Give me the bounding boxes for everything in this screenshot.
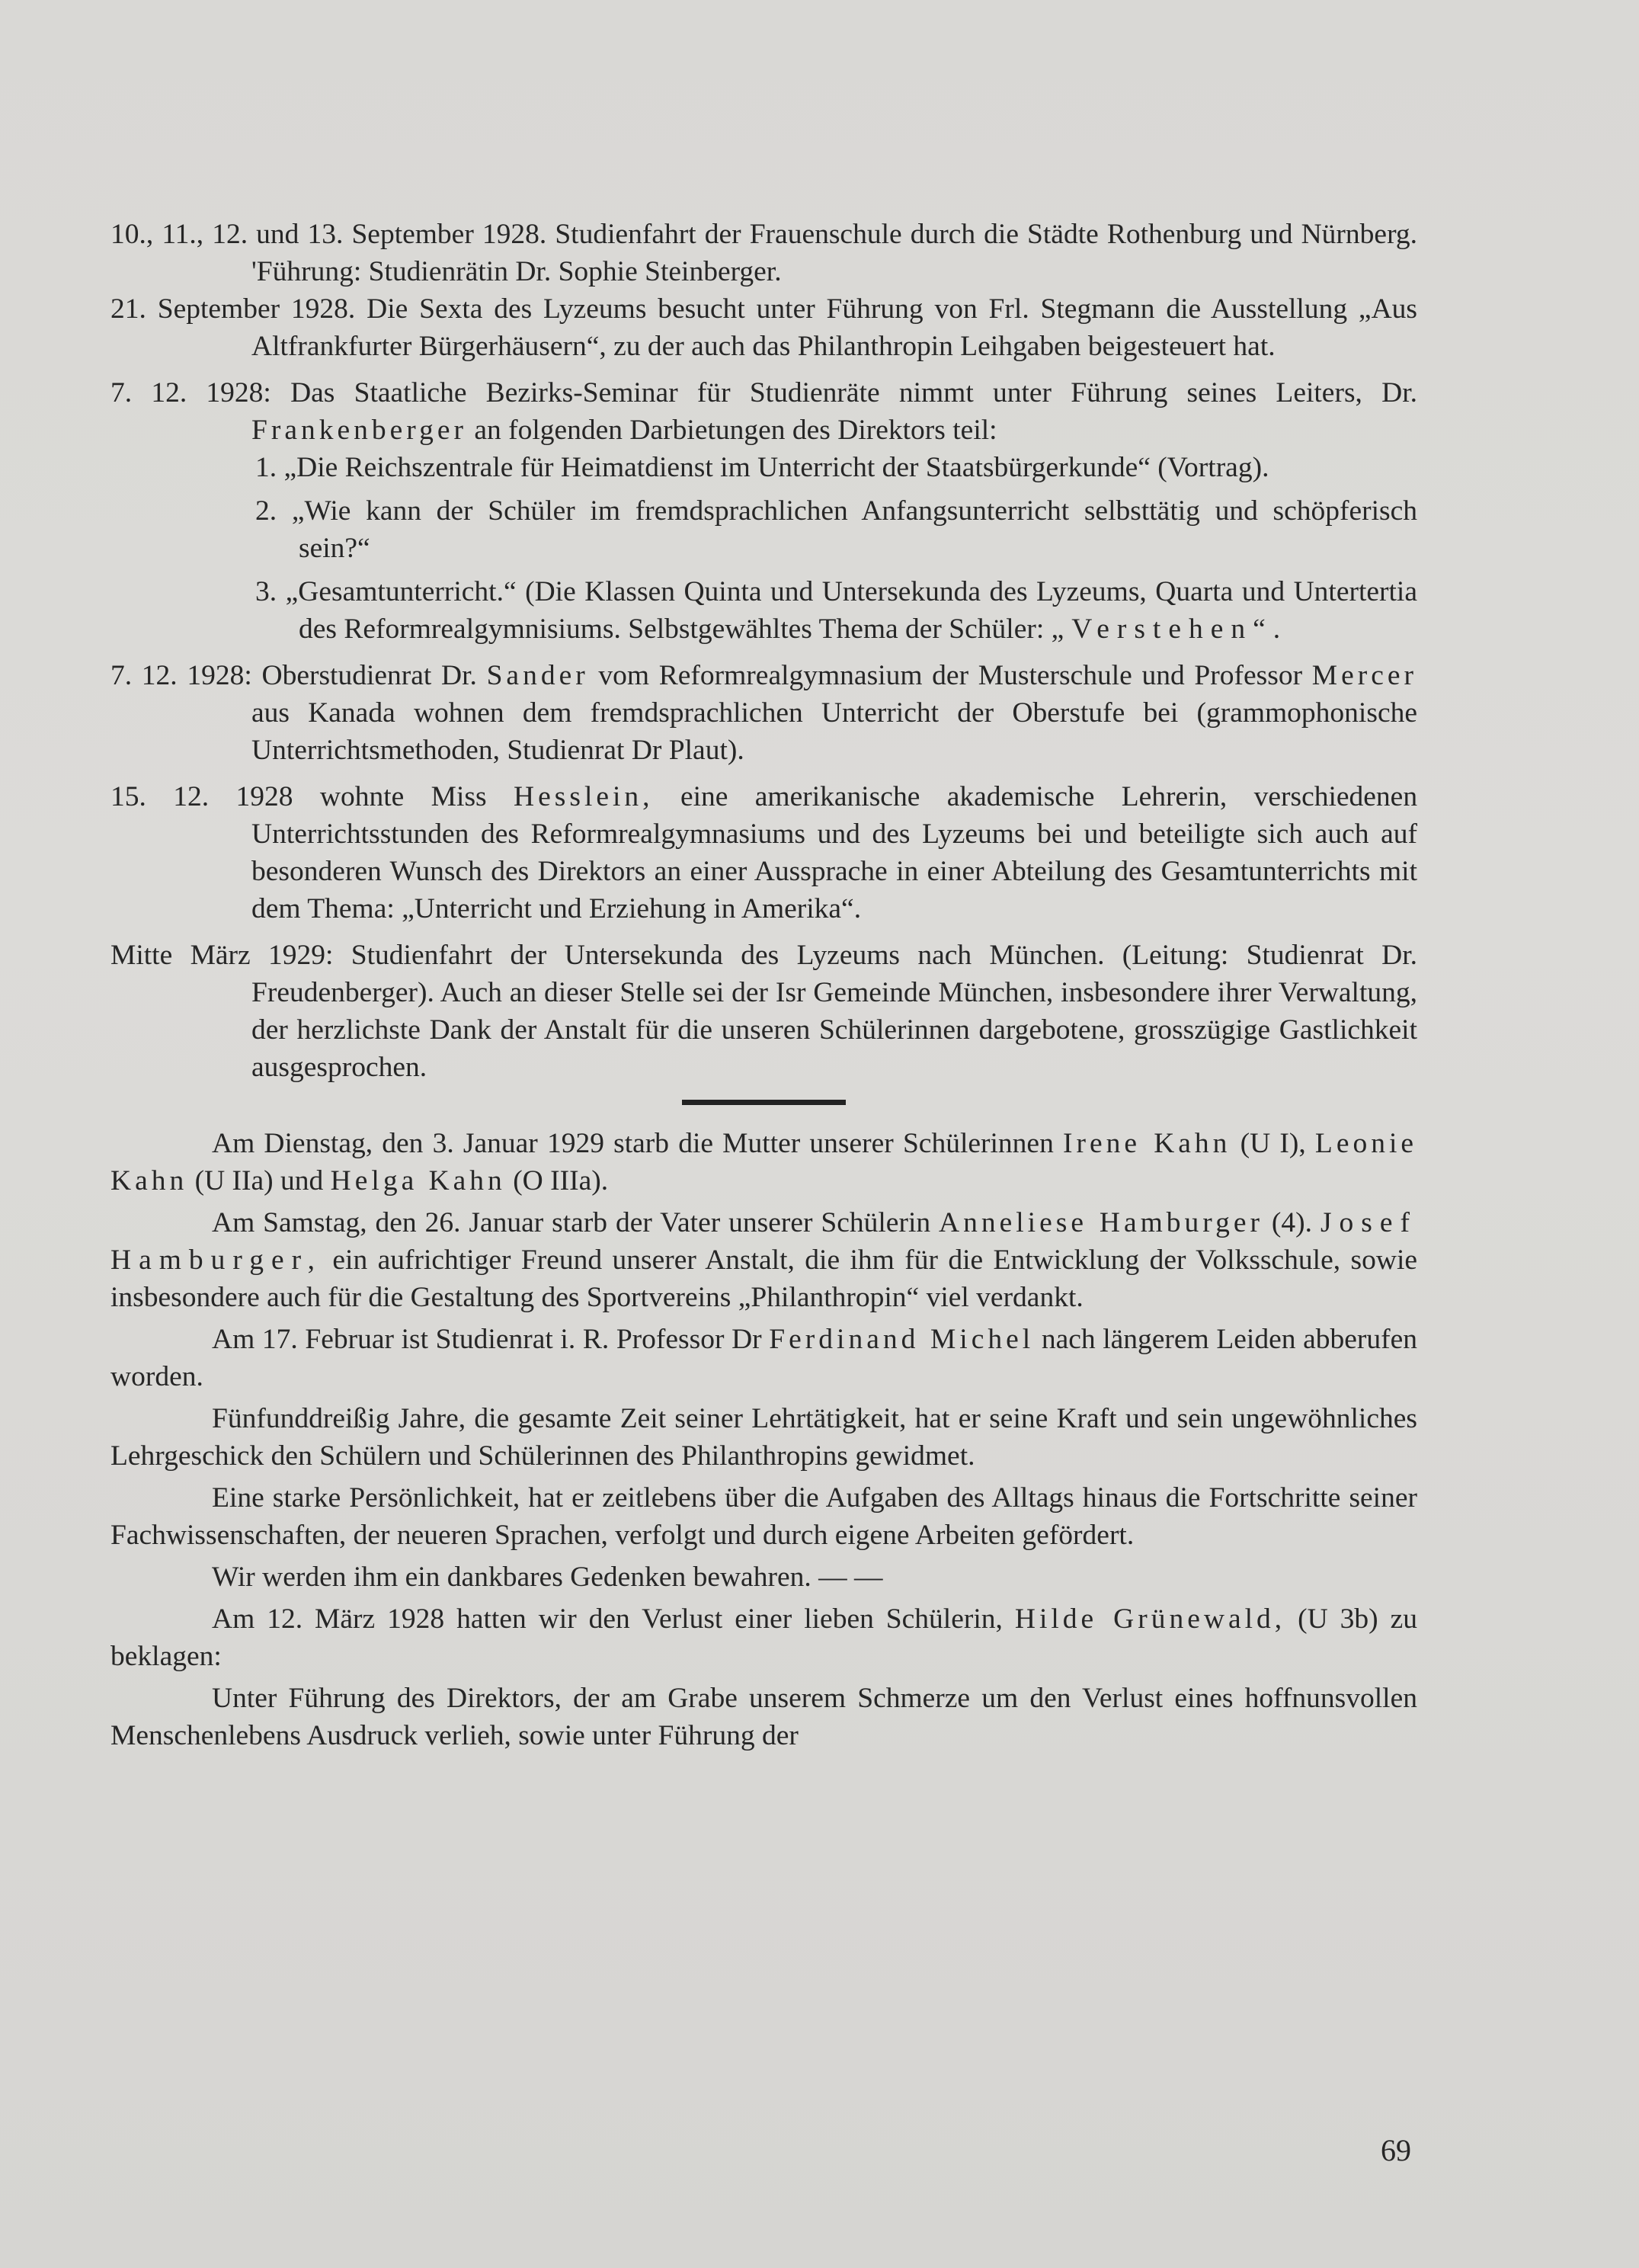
paragraph-michel-persoenlichkeit: Eine starke Persönlichkeit, hat er zeitlebens über die Aufgaben des Alltags hinaus die Fortschritte seiner Fachwissenschaften, der neueren Sprachen, verfolgt und durch eigene Arbeiten gefördert. bbox=[110, 1482, 1417, 1551]
paragraph-michel: Am 17. Februar ist Studienrat i. R. Professor Dr Ferdinand Michel nach längerem Leiden abberufen worden. bbox=[110, 1324, 1417, 1392]
school-chronicle bbox=[110, 216, 1417, 1086]
list-item: 3. „Gesamtunterricht.“ (Die Klassen Quinta und Untersekunda des Lyzeums, Quarta und Untertertia des Reformrealgymnisiums. Selbstgewähltes Thema der Schüler: „Verstehen“. bbox=[255, 576, 1417, 645]
paragraph-gruenewald: Am 12. März 1928 hatten wir den Verlust einer lieben Schülerin, Hilde Grünewald, (U 3b) zu beklagen: bbox=[110, 1603, 1417, 1672]
entry-date: 7. 12. 1928: bbox=[110, 377, 271, 408]
list-item: 1. „Die Reichszentrale für Heimatdienst im Unterricht der Staatsbürgerkunde“ (Vortrag). bbox=[255, 452, 1269, 483]
chronicle-entry-muenchen: Mitte März 1929: Studienfahrt der Untersekunda des Lyzeums nach München. (Leitung: Studienrat Dr. Freudenberger). Auch an dieser Stelle sei der Isr Gemeinde München, insbesondere ihrer Verwaltung, der herzlichste Dank der Anstalt für die unseren Schülerinnen dargebotene, grosszügige Gastlichkeit ausgesprochen. bbox=[110, 940, 1417, 1083]
person-name: Helga Kahn bbox=[330, 1165, 506, 1196]
person-name: Mercer bbox=[1311, 660, 1418, 691]
paragraph-hamburger: Am Samstag, den 26. Januar starb der Vater unserer Schülerin Anneliese Hamburger (4). Josef Hamburger, ein aufrichtiger Freund unserer Anstalt, die ihm für die Entwicklung der Volksschule, sowie insbesondere auch für die Gestaltung des Sportvereins „Philanthropin“ viel verdankt. bbox=[110, 1207, 1418, 1313]
list-item: 2. „Wie kann der Schüler im fremdsprachlichen Anfangsunterricht selbsttätig und schöpferisch sein?“ bbox=[255, 495, 1418, 564]
chronicle-entry-sander-mercer: 7. 12. 1928: Oberstudienrat Dr. Sander vom Reformrealgymnasium der Musterschule und Professor Mercer aus Kanada wohnen dem fremdsprachlichen Unterricht der Oberstufe bei (grammophonische Unterrichtsmethoden, Studienrat Dr Plaut). bbox=[110, 660, 1418, 766]
person-name: Irene Kahn bbox=[1063, 1128, 1231, 1159]
chronicle-entry-studienfahrt-rothenburg: 10., 11., 12. und 13. September 1928. Studienfahrt der Frauenschule durch die Städte Rothenburg und Nürnberg. 'Führung: Studienrätin Dr. Sophie Steinberger. bbox=[110, 219, 1417, 287]
page-content bbox=[110, 216, 1417, 1754]
section-divider bbox=[682, 1100, 846, 1105]
chronicle-entry-bezirks-seminar: 7. 12. 1928: Das Staatliche Bezirks-Seminar für Studienräte nimmt unter Führung seines Leiters, Dr. Frankenberger an folgenden Darbietungen des Direktors teil: bbox=[110, 377, 1417, 446]
page-number: 69 bbox=[1381, 2133, 1411, 2167]
paragraph-michel-gedenken: Wir werden ihm ein dankbares Gedenken bewahren. — — bbox=[212, 1562, 883, 1593]
person-name: Hesslein, bbox=[514, 781, 654, 812]
paragraph-michel-lehrtaetigkeit: Fünfunddreißig Jahre, die gesamte Zeit seiner Lehrtätigkeit, hat er seine Kraft und sein ungewöhnliches Lehrgeschick den Schülern und Schülerinnen des Philanthropins gewidmet. bbox=[110, 1403, 1417, 1472]
paragraph-grabe: Unter Führung des Direktors, der am Grabe unserem Schmerze um den Verlust eines hoffnunsvollen Menschenlebens Ausdruck verlieh, sowie unter Führung der bbox=[110, 1683, 1417, 1751]
person-name: Sander bbox=[486, 660, 589, 691]
person-name: Anneliese Hamburger bbox=[939, 1207, 1263, 1238]
person-name: Josef Hamburger, bbox=[110, 1207, 1418, 1276]
person-name: Leonie Kahn bbox=[110, 1128, 1418, 1196]
person-name: Ferdinand Michel bbox=[769, 1324, 1035, 1355]
person-name: Hilde Grünewald, bbox=[1014, 1603, 1286, 1635]
person-name: Frankenberger bbox=[251, 415, 467, 446]
entry-date: 7. 12. 1928: bbox=[110, 660, 252, 691]
darbietungen-list bbox=[110, 449, 1417, 648]
obituaries-section bbox=[110, 1125, 1417, 1754]
paragraph-kahn: Am Dienstag, den 3. Januar 1929 starb die Mutter unserer Schülerinnen Irene Kahn (U I), Leonie Kahn (U IIa) und Helga Kahn (O IIIa). bbox=[110, 1128, 1418, 1196]
chronicle-entry-sexta-ausstellung: 21. September 1928. Die Sexta des Lyzeums besucht unter Führung von Frl. Stegmann die Ausstellung „Aus Altfrankfurter Bürgerhäusern“, zu der auch das Philanthropin Leihgaben beigesteuert hat. bbox=[110, 293, 1417, 362]
entry-date: 15. 12. 1928 bbox=[110, 781, 293, 812]
chronicle-entry-hesslein: 15. 12. 1928 wohnte Miss Hesslein, eine amerikanische akademische Lehrerin, verschiedenen Unterrichtsstunden des Reformrealgymnasiums und des Lyzeums bei und beteiligte sich auch auf besonderen Wunsch des Direktors an einer Aussprache in einer Abteilung des Gesamtunterrichts mit dem Thema: „Unterricht und Erziehung in Amerika“. bbox=[110, 781, 1418, 924]
